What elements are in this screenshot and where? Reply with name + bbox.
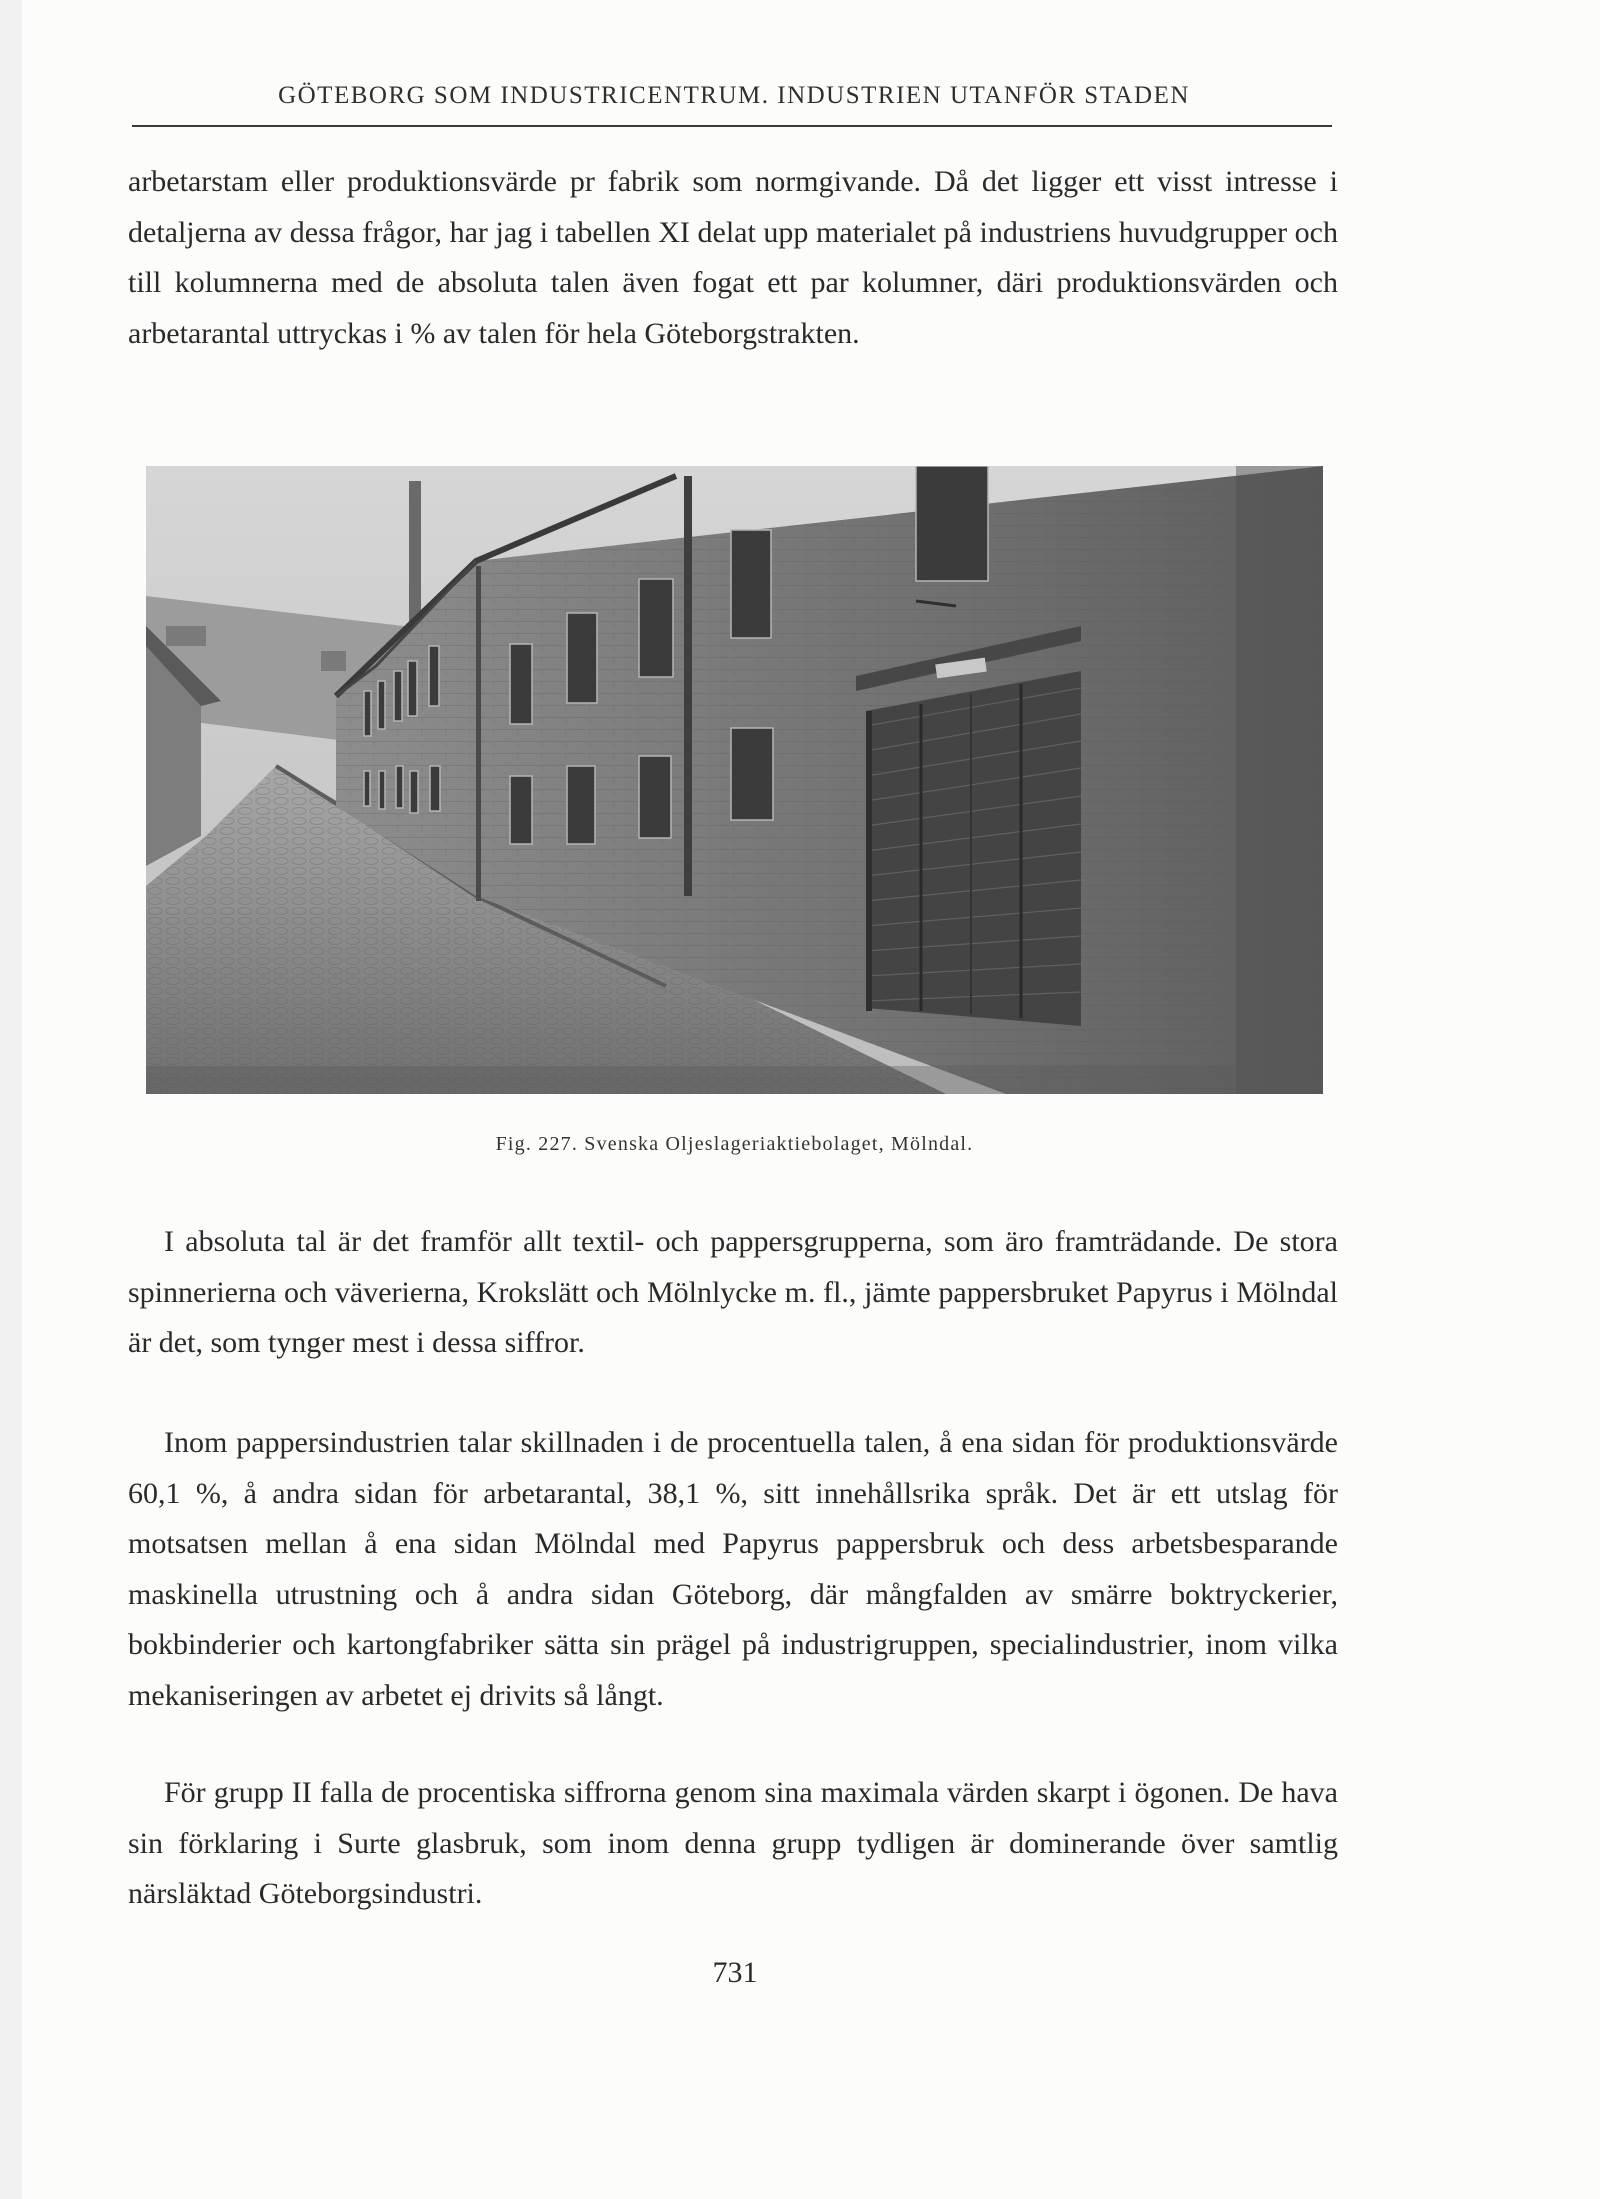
header-rule [132, 125, 1332, 127]
factory-street-photo [146, 466, 1323, 1094]
paragraph-3: Inom pappersindustrien talar skillnaden i de procentuella talen, å ena sidan för produktionsvärde 60,1 %, å andra sidan för arbetarantal, 38,1 %, sitt innehållsrika språk. Det är ett utslag för motsatsen mellan å ena sidan Mölndal med Papyrus pappersbruk och dess arbetsbesparande maskinella utrustning och å andra sidan Göteborg, där mångfalden av smärre boktryckerier, bokbinderier och kartongfabriker sätta sin prägel på industrigruppen, specialindustrier, inom vilka mekaniseringen av arbetet ej drivits så långt. [128, 1426, 1338, 1712]
page-number: 731 [712, 1956, 758, 1989]
paragraph-1: arbetarstam eller produktionsvärde pr fabrik som normgivande. Då det ligger ett visst intresse i detaljerna av dessa frågor, har jag i tabellen XI delat upp materialet på industriens huvudgrupper och till kolumnerna med de absoluta talen även fogat ett par kolumner, däri produktionsvärden och arbetarantal uttryckas i % av talen för hela Göteborgstrakten. [128, 165, 1338, 350]
page-margin [0, 0, 22, 2199]
paragraph-4: För grupp II falla de procentiska siffrorna genom sina maximala värden skarpt i ögonen. De hava sin förklaring i Surte glasbruk, som inom denna grupp tydligen är dominerande över samtlig närsläktad Göteborgsindustri. [128, 1776, 1338, 1910]
figure-caption: Fig. 227. Svenska Oljeslageriaktiebolaget, Mölndal. [495, 1133, 974, 1155]
downpipe [684, 476, 692, 896]
running-header: GÖTEBORG SOM INDUSTRICENTRUM. INDUSTRIEN UTANFÖR STADEN [278, 82, 1190, 109]
large-wooden-doors [866, 671, 1081, 1026]
paragraph-2: I absoluta tal är det framför allt textil- och pappersgrupperna, som äro framträdande. De stora spinnerierna och väverierna, Krokslätt och Mölnlycke m. fl., jämte pappersbruket Papyrus i Mölndal är det, som tynger mest i dessa siffror. [128, 1225, 1338, 1359]
